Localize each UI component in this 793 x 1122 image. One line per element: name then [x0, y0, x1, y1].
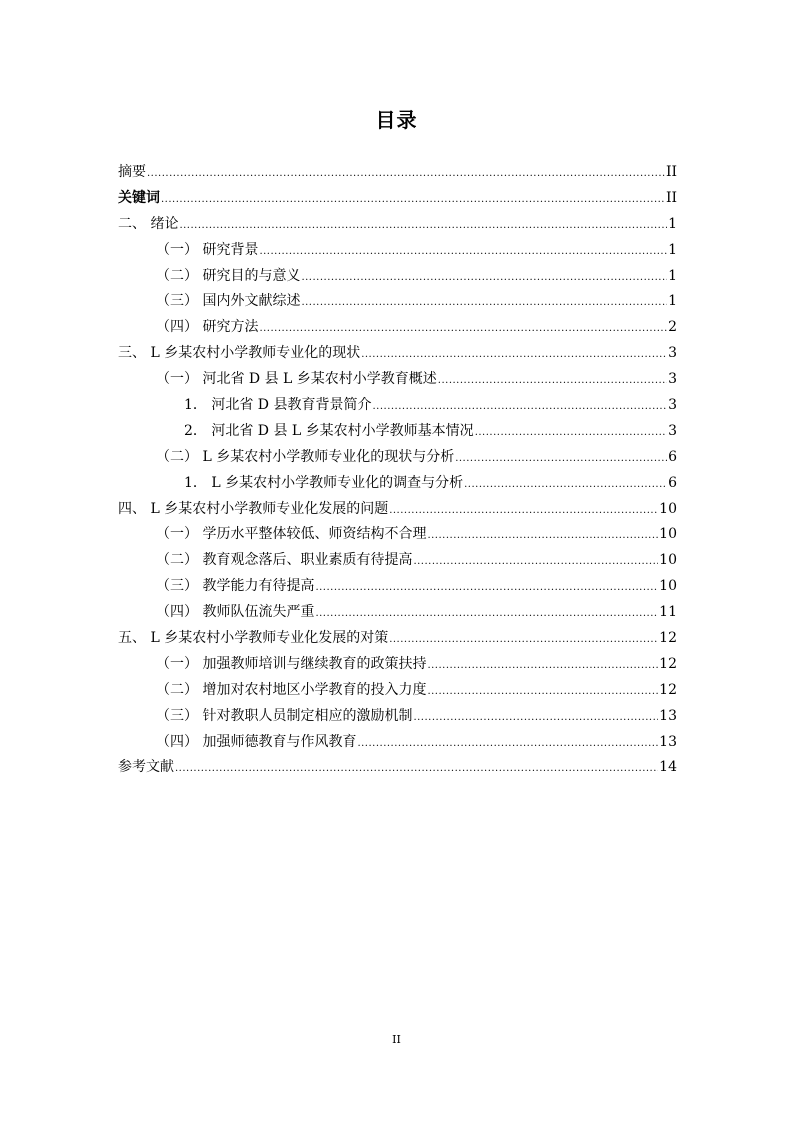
- toc-entry[interactable]: [118, 678, 677, 704]
- toc-entry[interactable]: [118, 289, 677, 315]
- toc-entry-page: 12: [659, 655, 677, 672]
- toc-entry-page: 1: [668, 293, 677, 310]
- toc-entry-label: 1． 河北省 D 县教育背景简介: [184, 397, 372, 414]
- toc-entry-label: （三） 针对教职人员制定相应的激励机制: [156, 707, 413, 724]
- toc-entry-page: 2: [668, 319, 677, 336]
- toc-entry-page: 3: [668, 397, 677, 414]
- toc-dot-leader: [161, 187, 665, 213]
- page-number: II: [392, 1033, 401, 1046]
- toc-entry-page: 14: [659, 759, 677, 776]
- toc-dot-leader: [315, 575, 658, 601]
- toc-dot-leader: [455, 446, 667, 472]
- toc-dot-leader: [475, 420, 667, 446]
- toc-entry[interactable]: [118, 652, 677, 678]
- toc-dot-leader: [315, 601, 658, 627]
- toc-entry-label: 1． L 乡某农村小学教师专业化的调查与分析: [184, 474, 464, 491]
- toc-dot-leader: [301, 265, 667, 291]
- toc-entry[interactable]: [118, 160, 677, 186]
- toc-entry[interactable]: [118, 393, 677, 419]
- toc-entry-page: 1: [668, 267, 677, 284]
- toc-entry-label: 关键词: [118, 189, 160, 206]
- toc-dot-leader: [427, 679, 658, 705]
- toc-dot-leader: [389, 498, 658, 524]
- toc-entry-label: 二、 绪论: [118, 215, 179, 232]
- toc-dot-leader: [175, 756, 658, 782]
- toc-entry-page: 3: [668, 422, 677, 439]
- toc-dot-leader: [301, 290, 667, 316]
- toc-entry-label: （二） 研究目的与意义: [156, 267, 301, 284]
- toc-dot-leader: [427, 523, 658, 549]
- toc-dot-leader: [372, 394, 667, 420]
- toc-entry-page: 3: [668, 371, 677, 388]
- toc-entry-label: （一） 研究背景: [156, 241, 259, 258]
- toc-entry-label: 三、 L 乡某农村小学教师专业化的现状: [118, 345, 361, 362]
- toc-entry-page: II: [665, 164, 677, 180]
- toc-entry-page: 3: [668, 345, 677, 362]
- toc-entry[interactable]: [118, 341, 677, 367]
- toc-dot-leader: [179, 213, 667, 239]
- toc-entry[interactable]: [118, 419, 677, 445]
- page-title: 目录: [375, 108, 418, 132]
- toc-entry[interactable]: [118, 186, 677, 212]
- toc-dot-leader: [147, 161, 665, 187]
- toc-entry[interactable]: [118, 755, 677, 781]
- toc-entry-label: 五、 L 乡某农村小学教师专业化发展的对策: [118, 630, 389, 647]
- toc-entry[interactable]: [118, 445, 677, 471]
- toc-entry-page: II: [665, 189, 677, 206]
- toc-entry[interactable]: [118, 367, 677, 393]
- toc-entry-page: 10: [659, 578, 677, 595]
- toc-entry-label: （二） 教育观念落后、职业素质有待提高: [156, 552, 413, 569]
- toc-dot-leader: [464, 472, 667, 498]
- toc-entry-label: 四、 L 乡某农村小学教师专业化发展的问题: [118, 500, 389, 517]
- table-of-contents: [118, 160, 677, 781]
- toc-dot-leader: [413, 705, 658, 731]
- toc-entry-label: （四） 加强师德教育与作风教育: [156, 733, 357, 750]
- toc-entry-page: 13: [659, 733, 677, 750]
- toc-entry-page: 12: [659, 681, 677, 698]
- toc-entry-page: 12: [659, 630, 677, 647]
- toc-entry-page: 11: [659, 604, 677, 621]
- toc-dot-leader: [427, 653, 658, 679]
- toc-dot-leader: [259, 316, 667, 342]
- toc-entry-page: 1: [668, 215, 677, 232]
- toc-entry[interactable]: [118, 600, 677, 626]
- toc-entry-label: （二） 增加对农村地区小学教育的投入力度: [156, 681, 427, 698]
- toc-dot-leader: [413, 549, 658, 575]
- toc-entry-label: （四） 教师队伍流失严重: [156, 604, 315, 621]
- toc-entry[interactable]: [118, 212, 677, 238]
- toc-entry[interactable]: [118, 497, 677, 523]
- toc-entry-page: 6: [668, 448, 677, 465]
- toc-entry-label: 2． 河北省 D 县 L 乡某农村小学教师基本情况: [184, 422, 474, 439]
- toc-entry-page: 13: [659, 707, 677, 724]
- toc-entry[interactable]: [118, 264, 677, 290]
- toc-entry-label: （二） L 乡某农村小学教师专业化的现状与分析: [156, 448, 455, 465]
- toc-entry[interactable]: [118, 730, 677, 756]
- toc-entry-label: 参考文献: [118, 759, 174, 776]
- toc-dot-leader: [361, 342, 667, 368]
- toc-entry-label: （一） 学历水平整体较低、师资结构不合理: [156, 526, 427, 543]
- toc-entry[interactable]: [118, 626, 677, 652]
- toc-entry[interactable]: [118, 548, 677, 574]
- toc-entry[interactable]: [118, 574, 677, 600]
- toc-entry-label: （一） 河北省 D 县 L 乡某农村小学教育概述: [156, 371, 437, 388]
- toc-entry-label: （四） 研究方法: [156, 319, 259, 336]
- toc-dot-leader: [259, 239, 667, 265]
- toc-entry[interactable]: [118, 315, 677, 341]
- toc-entry-label: 摘要: [118, 164, 146, 180]
- toc-dot-leader: [438, 368, 667, 394]
- toc-entry-page: 10: [659, 500, 677, 517]
- toc-entry[interactable]: [118, 471, 677, 497]
- toc-entry-page: 6: [668, 474, 677, 491]
- toc-entry-label: （一） 加强教师培训与继续教育的政策扶持: [156, 655, 427, 672]
- toc-entry-page: 10: [659, 526, 677, 543]
- toc-entry[interactable]: [118, 238, 677, 264]
- toc-entry-label: （三） 教学能力有待提高: [156, 578, 315, 595]
- toc-entry-page: 10: [659, 552, 677, 569]
- toc-dot-leader: [389, 627, 658, 653]
- toc-entry-page: 1: [668, 241, 677, 258]
- toc-entry-label: （三） 国内外文献综述: [156, 293, 301, 310]
- toc-dot-leader: [357, 731, 658, 757]
- toc-entry[interactable]: [118, 522, 677, 548]
- toc-entry[interactable]: [118, 704, 677, 730]
